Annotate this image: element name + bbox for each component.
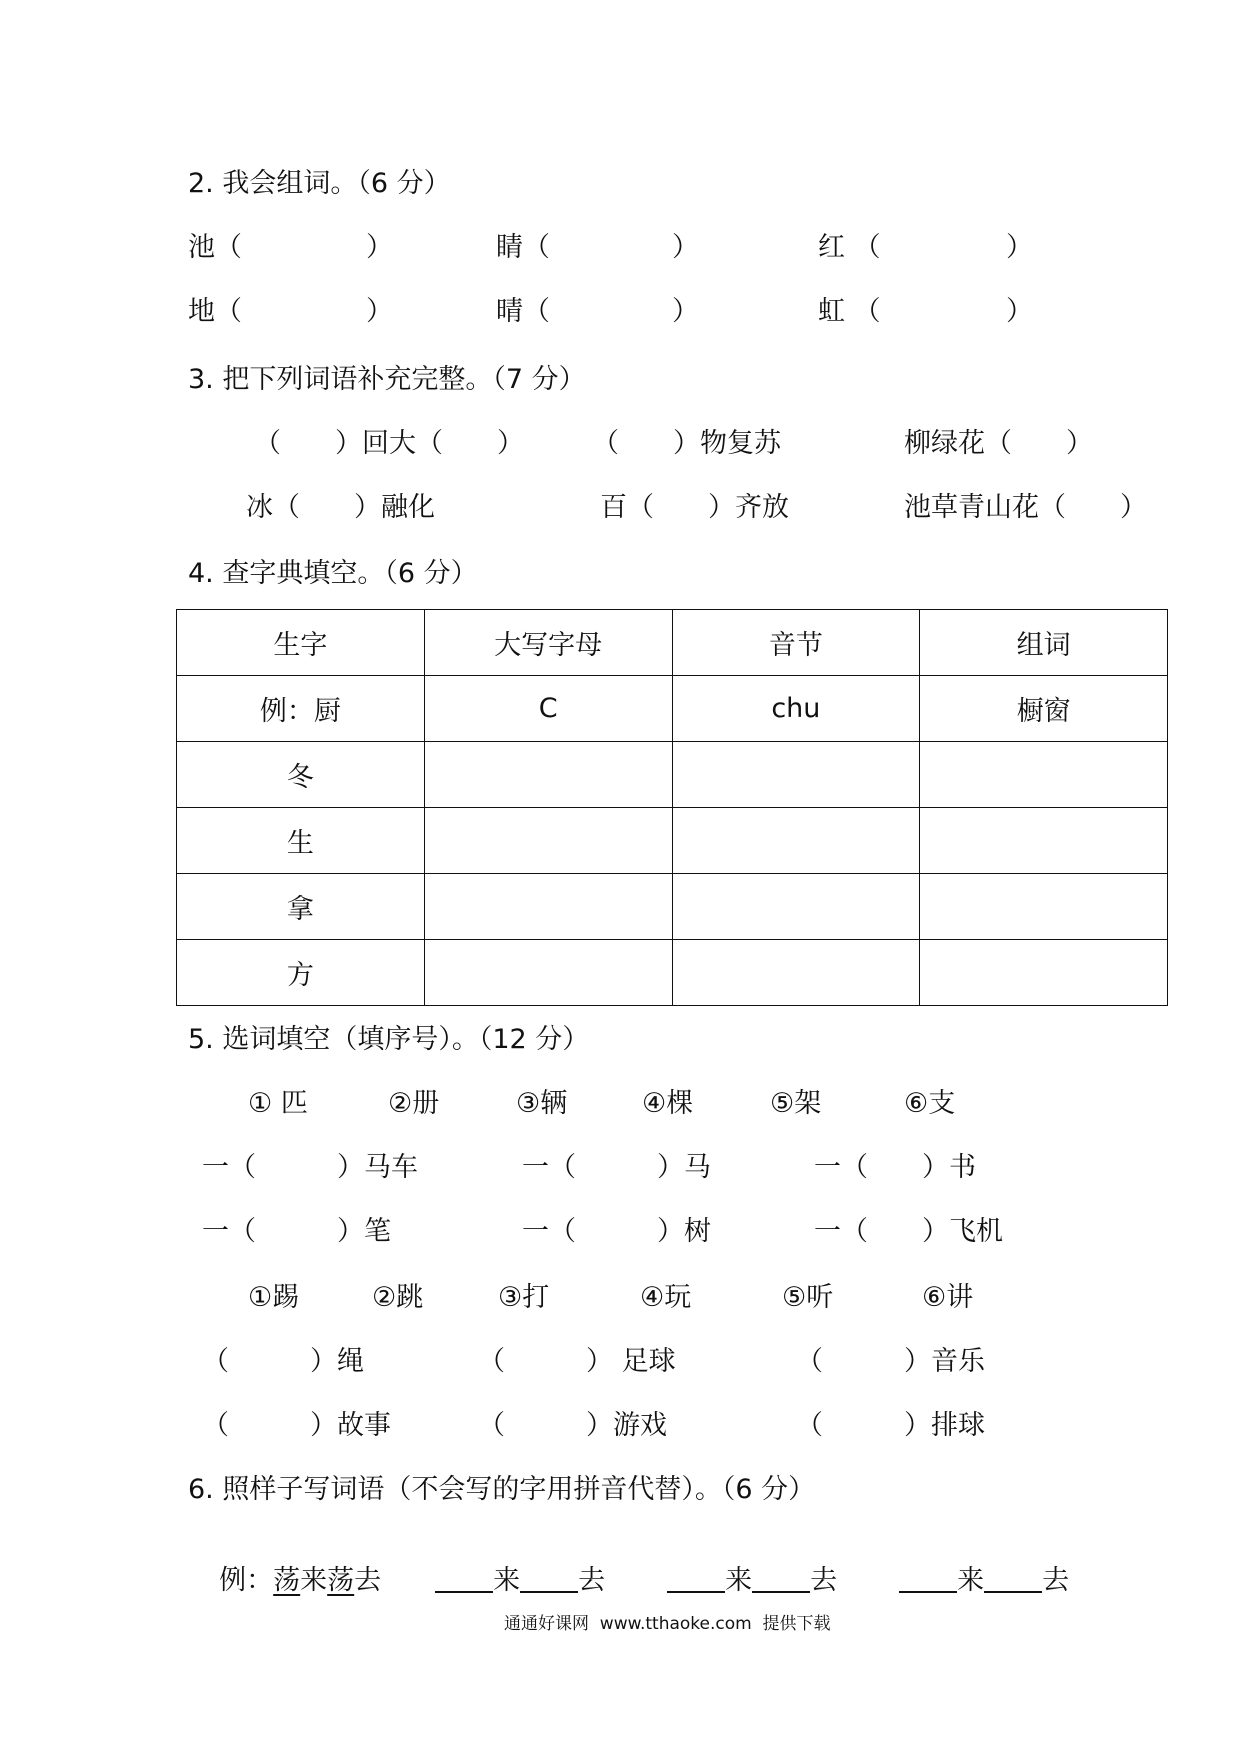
measure-word-option: ⑤架 — [770, 1088, 822, 1119]
q2-item-di-open: 地（ — [188, 296, 242, 327]
q5-fill-item: 一（ ）马 — [522, 1152, 711, 1183]
dictionary-table — [176, 609, 1168, 1006]
q5-heading: 5. 选词填空（填序号）。（12 分） — [188, 1024, 590, 1055]
table-cell — [672, 940, 920, 1006]
page-footer: 通通好课网 www.tthaoke.com 提供下载 — [504, 1614, 831, 1634]
measure-word-option: ③辆 — [516, 1088, 568, 1119]
q2-item-di-close: ） — [366, 296, 393, 327]
table-cell: 冬 — [177, 742, 425, 808]
lai-char: 来 — [493, 1565, 521, 1596]
q3-heading: 3. 把下列词语补充完整。（7 分） — [188, 364, 586, 395]
measure-word-option: ②册 — [388, 1088, 440, 1119]
table-cell — [920, 874, 1168, 940]
q5-fill-item: （ ）音乐 — [796, 1346, 985, 1377]
answer-blank[interactable] — [667, 1590, 725, 1593]
answer-blank[interactable] — [435, 1590, 493, 1593]
qu-char: 去 — [810, 1565, 838, 1596]
measure-word-option: ⑥支 — [904, 1088, 956, 1119]
q5-fill-item: 一（ ）飞机 — [814, 1216, 1003, 1247]
verb-option: ①踢 — [248, 1282, 300, 1313]
verb-option: ⑤听 — [782, 1282, 834, 1313]
q5-fill-item: （ ）游戏 — [478, 1410, 667, 1441]
verb-option: ⑥讲 — [922, 1282, 974, 1313]
q6-blank-group — [650, 1540, 837, 1594]
table-row — [177, 676, 1168, 742]
q5-fill-item: 一（ ）笔 — [202, 1216, 391, 1247]
column-header: 组词 — [920, 610, 1168, 676]
q2-item-qing-close: ） — [672, 296, 699, 327]
answer-blank[interactable] — [984, 1590, 1042, 1593]
q2-item-qing-open: 晴（ — [496, 296, 550, 327]
column-header: 生字 — [177, 610, 425, 676]
column-header: 音节 — [672, 610, 920, 676]
q5-fill-item: （ ） 足球 — [478, 1346, 676, 1377]
table-cell — [672, 742, 920, 808]
q6-blank-group — [418, 1540, 605, 1594]
q5-fill-item: （ ）绳 — [202, 1346, 364, 1377]
table-cell — [672, 808, 920, 874]
example-prefix: 例： — [219, 1565, 274, 1596]
q5-fill-item: （ ）排球 — [796, 1410, 985, 1441]
table-cell — [920, 742, 1168, 808]
lai-char: 来 — [725, 1565, 753, 1596]
q3-item: （ ）回大（ ） — [254, 428, 524, 459]
q5-fill-item: （ ）故事 — [202, 1410, 391, 1441]
table-row — [177, 808, 1168, 874]
q3-item: 百（ ）齐放 — [600, 492, 789, 523]
table-cell: 拿 — [177, 874, 425, 940]
q3-item: （ ）物复苏 — [592, 428, 781, 459]
measure-word-option: ① 匹 — [248, 1088, 308, 1119]
q2-item-chi-close: ） — [366, 232, 393, 263]
q2-item-hong2-close: ） — [1006, 296, 1033, 327]
q3-item: 柳绿花（ ） — [904, 428, 1093, 459]
q2-item-jing-close: ） — [672, 232, 699, 263]
qu-char: 去 — [1042, 1565, 1070, 1596]
q2-heading: 2. 我会组词。（6 分） — [188, 168, 451, 199]
answer-blank[interactable] — [520, 1590, 578, 1593]
column-header: 大写字母 — [424, 610, 672, 676]
q3-item: 池草青山花（ ） — [904, 492, 1147, 523]
table-cell: chu — [672, 676, 920, 742]
qu-char: 去 — [578, 1565, 606, 1596]
table-cell — [424, 874, 672, 940]
table-row — [177, 940, 1168, 1006]
table-cell: C — [424, 676, 672, 742]
table-cell — [920, 808, 1168, 874]
q5-fill-item: 一（ ）马车 — [202, 1152, 418, 1183]
q5-fill-item: 一（ ）树 — [522, 1216, 711, 1247]
q2-item-jing-open: 睛（ — [496, 232, 550, 263]
q2-item-hong-close: ） — [1006, 232, 1033, 263]
q6-heading: 6. 照样子写词语（不会写的字用拼音代替）。（6 分） — [188, 1474, 816, 1505]
q6-example — [202, 1540, 381, 1594]
example-char-a: 荡 — [273, 1565, 301, 1596]
table-cell: 橱窗 — [920, 676, 1168, 742]
q4-heading: 4. 查字典填空。（6 分） — [188, 558, 478, 589]
q3-item: 冰（ ）融化 — [246, 492, 435, 523]
measure-word-option: ④棵 — [642, 1088, 694, 1119]
answer-blank[interactable] — [752, 1590, 810, 1593]
table-cell — [424, 742, 672, 808]
table-cell — [424, 940, 672, 1006]
table-cell: 例：厨 — [177, 676, 425, 742]
example-char-b: 来 — [300, 1565, 328, 1596]
verb-option: ③打 — [498, 1282, 550, 1313]
table-cell: 生 — [177, 808, 425, 874]
table-cell — [920, 940, 1168, 1006]
q2-item-chi-open: 池（ — [188, 232, 242, 263]
verb-option: ②跳 — [372, 1282, 424, 1313]
table-cell — [672, 874, 920, 940]
verb-option: ④玩 — [640, 1282, 692, 1313]
table-cell: 方 — [177, 940, 425, 1006]
table-cell — [424, 808, 672, 874]
table-row — [177, 874, 1168, 940]
q6-blank-group — [882, 1540, 1069, 1594]
table-header-row — [177, 610, 1168, 676]
q2-item-hong2-open: 虹 （ — [818, 296, 881, 327]
example-char-d: 去 — [354, 1565, 382, 1596]
table-row — [177, 742, 1168, 808]
lai-char: 来 — [957, 1565, 985, 1596]
q2-item-hong-open: 红 （ — [818, 232, 881, 263]
example-char-c: 荡 — [327, 1565, 355, 1596]
q5-fill-item: 一（ ）书 — [814, 1152, 976, 1183]
answer-blank[interactable] — [899, 1590, 957, 1593]
